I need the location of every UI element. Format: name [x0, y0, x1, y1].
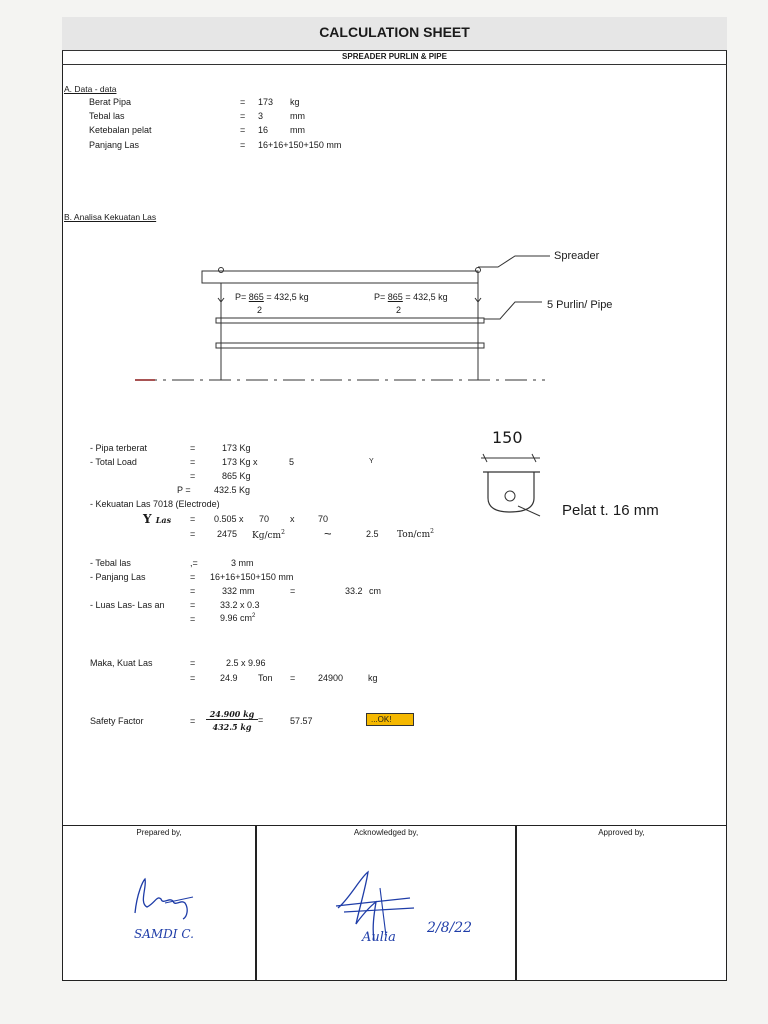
calc-value: 70 [259, 514, 270, 524]
calc-label: Maka, Kuat Las [90, 658, 153, 668]
calc-value: 16+16+150+150 mm [210, 572, 294, 582]
data-unit: mm [290, 125, 305, 135]
pipe-lower [216, 343, 484, 348]
calc-eq: = [190, 586, 196, 596]
calc-eq: = [190, 600, 196, 610]
data-value: 16+16+150+150 mm [258, 140, 342, 150]
approved-by-label: Approved by, [598, 828, 645, 837]
purlin-leader [484, 302, 542, 319]
data-eq: = [240, 111, 246, 121]
calc-op: x [290, 514, 295, 524]
calc-value: 3 mm [231, 558, 254, 568]
calc-mult: 5 [289, 457, 295, 467]
calc-value: 33.2 x 0.3 [220, 600, 260, 610]
data-value: 173 [258, 97, 274, 107]
calc-value: 2.5 x 9.96 [226, 658, 266, 668]
acknowledged-name: Aulia [362, 930, 396, 945]
calc-value: 332 mm [222, 586, 255, 596]
calc-unit: Ton/$cm^2$ [397, 528, 434, 540]
calc-label: - Pipa terberat [90, 443, 148, 453]
calc-unit: Ton [258, 673, 273, 683]
calc-value: 173 Kg x [222, 457, 258, 467]
calc-label: - Tebal las [90, 558, 131, 568]
load-formula-right: P= 865 = 432,5 kg [374, 292, 448, 302]
spreader-beam [202, 271, 478, 283]
calc-eq: = [190, 658, 196, 668]
calc-eq: = [190, 471, 196, 481]
data-eq: = [240, 140, 246, 150]
calc-eq: = [190, 614, 196, 624]
calc-value: 865 Kg [222, 471, 251, 481]
spreader-leader [478, 256, 550, 267]
sheet-title: CALCULATION SHEET [319, 24, 470, 40]
calc-label: - Total Load [90, 457, 137, 467]
plate-dimension: 150 [492, 428, 523, 447]
calc-value: 2.5 [366, 529, 379, 539]
calc-value: 432.5 Kg [214, 485, 251, 495]
calc-label: - Kekuatan Las 7018 (Electrode) [90, 499, 220, 509]
prepared-by-label: Prepared by, [136, 828, 182, 837]
sheet-subtitle: SPREADER PURLIN & PIPE [342, 52, 447, 61]
prepared-signature [125, 873, 215, 923]
data-eq: = [240, 125, 246, 135]
calc-label: - Panjang Las [90, 572, 146, 582]
signature-divider [255, 825, 257, 981]
calc-unit: $Kg/cm^2$ [252, 529, 285, 541]
data-label: Ketebalan pelat [89, 125, 152, 135]
safety-denominator: 432.5 kg [212, 722, 252, 732]
spreader-label: Spreader [554, 250, 600, 262]
safety-numerator: 24.900 kg [206, 709, 258, 720]
calc-value: 24900 [318, 673, 344, 683]
load-formula-left: P= 865 = 432,5 kg [235, 292, 309, 302]
gamma-symbol: Y Las [143, 512, 172, 526]
calc-eq: = [190, 529, 196, 539]
acknowledged-by-label: Acknowledged by, [353, 828, 419, 837]
calc-eq: = [190, 443, 196, 453]
calc-label: - Luas Las- Las an [90, 600, 165, 610]
data-label: Tebal las [89, 111, 125, 121]
section-b-heading: B. Analisa Kekuatan Las [64, 212, 157, 222]
calc-unit: kg [368, 673, 378, 683]
calc-eq: = [190, 457, 196, 467]
data-value: 3 [258, 111, 264, 121]
calc-eq: = [190, 673, 196, 683]
calc-note: Y [369, 458, 374, 465]
calc-label: Safety Factor [90, 716, 144, 726]
calc-eq: = [290, 586, 296, 596]
lift-point-left [219, 268, 224, 273]
acknowledged-date: 2/8/22 [427, 920, 473, 936]
section-a-heading: A. Data - data [64, 84, 117, 94]
calc-eq: = [190, 572, 196, 582]
calc-value: 173 Kg [222, 443, 251, 453]
signature-divider [515, 825, 517, 981]
data-unit: kg [290, 97, 300, 107]
data-eq: = [240, 97, 246, 107]
calc-value: 2475 [217, 529, 238, 539]
calc-value: 24.9 [220, 673, 238, 683]
calc-label: P = [177, 485, 191, 495]
approx-symbol: ~ [324, 526, 332, 541]
pipe-upper [216, 318, 484, 323]
safety-value: 57.57 [290, 716, 313, 726]
load-den-left: 2 [257, 305, 263, 315]
calc-eq: = [190, 514, 196, 524]
calc-eq: ,= [190, 558, 198, 568]
data-label: Panjang Las [89, 140, 140, 150]
data-label: Berat Pipa [89, 97, 132, 107]
calc-value: 0.505 x [214, 514, 244, 524]
purlin-label: 5 Purlin/ Pipe [547, 299, 613, 311]
load-den-right: 2 [396, 305, 402, 315]
data-unit: mm [290, 111, 305, 121]
calc-value: 9.96 $cm^2$ [220, 613, 256, 623]
prepared-name: SAMDI C. [134, 927, 194, 941]
calc-eq: = [290, 673, 296, 683]
calc-eq: = [258, 715, 264, 725]
plate-sketch [478, 450, 558, 525]
calc-unit: cm [369, 586, 381, 596]
plate-label: Pelat t. 16 mm [562, 502, 659, 519]
spreader-diagram [130, 240, 650, 390]
calc-eq: = [190, 716, 196, 726]
status-badge: ...OK! [366, 713, 414, 726]
calc-value: 70 [318, 514, 329, 524]
calc-value: 33.2 [345, 586, 363, 596]
data-value: 16 [258, 125, 269, 135]
